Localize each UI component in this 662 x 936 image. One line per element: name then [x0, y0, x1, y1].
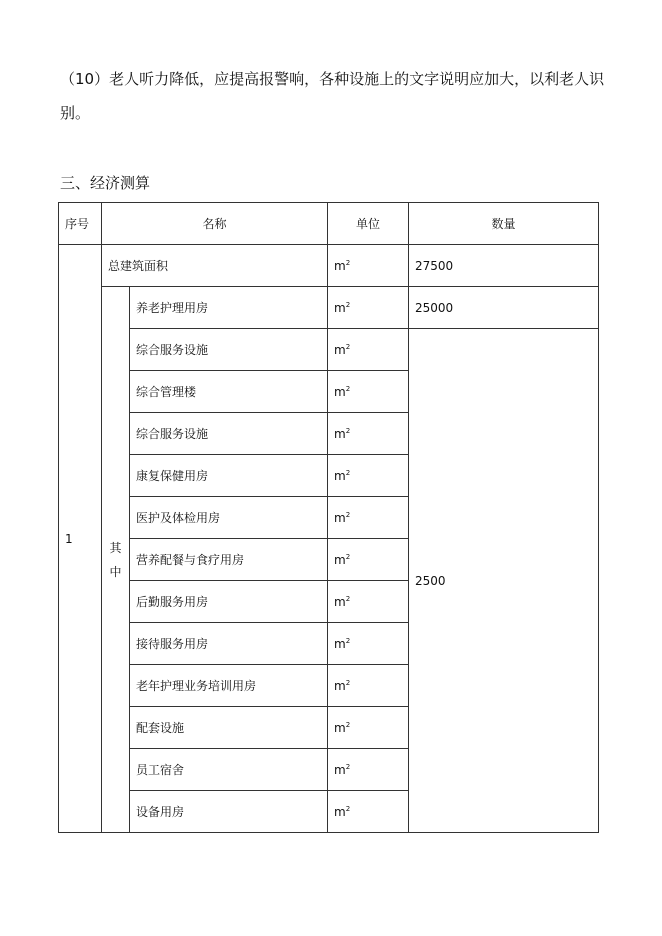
unit-cell: $m^2$ [328, 623, 409, 665]
unit-cell: $m^2$ [328, 413, 409, 455]
table-header-row [59, 203, 599, 245]
unit-cell: $m^2$ [328, 707, 409, 749]
unit-cell: $m^2$ [328, 749, 409, 791]
row-name-cell: 设备用房 [130, 791, 328, 833]
row-name-cell: 配套设施 [130, 707, 328, 749]
table-row [59, 329, 599, 371]
unit-cell: $m^2$ [328, 455, 409, 497]
unit-cell: $m^2$ [328, 497, 409, 539]
row-name-cell: 员工宿舍 [130, 749, 328, 791]
row-name-cell: 后勤服务用房 [130, 581, 328, 623]
seq-cell: 1 [59, 245, 102, 833]
unit-cell: $m^2$ [328, 329, 409, 371]
row-name-cell: 接待服务用房 [130, 623, 328, 665]
table-row [59, 245, 599, 287]
group-label-line2: 中 [109, 564, 122, 579]
group-label-cell [102, 287, 130, 833]
unit-cell: $m^2$ [328, 539, 409, 581]
row-name-cell: 医护及体检用房 [130, 497, 328, 539]
group-label-line1: 其 [109, 540, 122, 555]
unit-cell: $m^2$ [328, 245, 409, 287]
row-name-cell: 综合服务设施 [130, 413, 328, 455]
total-name-cell: 总建筑面积 [102, 245, 328, 287]
quantity-cell: 27500 [409, 245, 599, 287]
unit-cell: $m^2$ [328, 791, 409, 833]
unit-cell: $m^2$ [328, 287, 409, 329]
unit-cell: $m^2$ [328, 581, 409, 623]
header-name: 名称 [102, 203, 328, 245]
unit-cell: $m^2$ [328, 665, 409, 707]
row-name-cell: 综合管理楼 [130, 371, 328, 413]
economic-estimate-table [58, 202, 599, 833]
row-name-cell: 营养配餐与食疗用房 [130, 539, 328, 581]
header-quantity: 数量 [409, 203, 599, 245]
merged-quantity-cell: 2500 [409, 329, 599, 833]
section-title: 三、经济测算 [60, 174, 151, 192]
header-unit: 单位 [328, 203, 409, 245]
row-name-cell: 综合服务设施 [130, 329, 328, 371]
row-name-cell: 养老护理用房 [130, 287, 328, 329]
quantity-cell: 25000 [409, 287, 599, 329]
row-name-cell: 康复保健用房 [130, 455, 328, 497]
header-seq: 序号 [59, 203, 102, 245]
paragraph-text: （10）老人听力降低，应提高报警响，各种设施上的文字说明应加大，以利老人识别。 [60, 70, 605, 122]
row-name-cell: 老年护理业务培训用房 [130, 665, 328, 707]
table-row [59, 287, 599, 329]
unit-cell: $m^2$ [328, 371, 409, 413]
